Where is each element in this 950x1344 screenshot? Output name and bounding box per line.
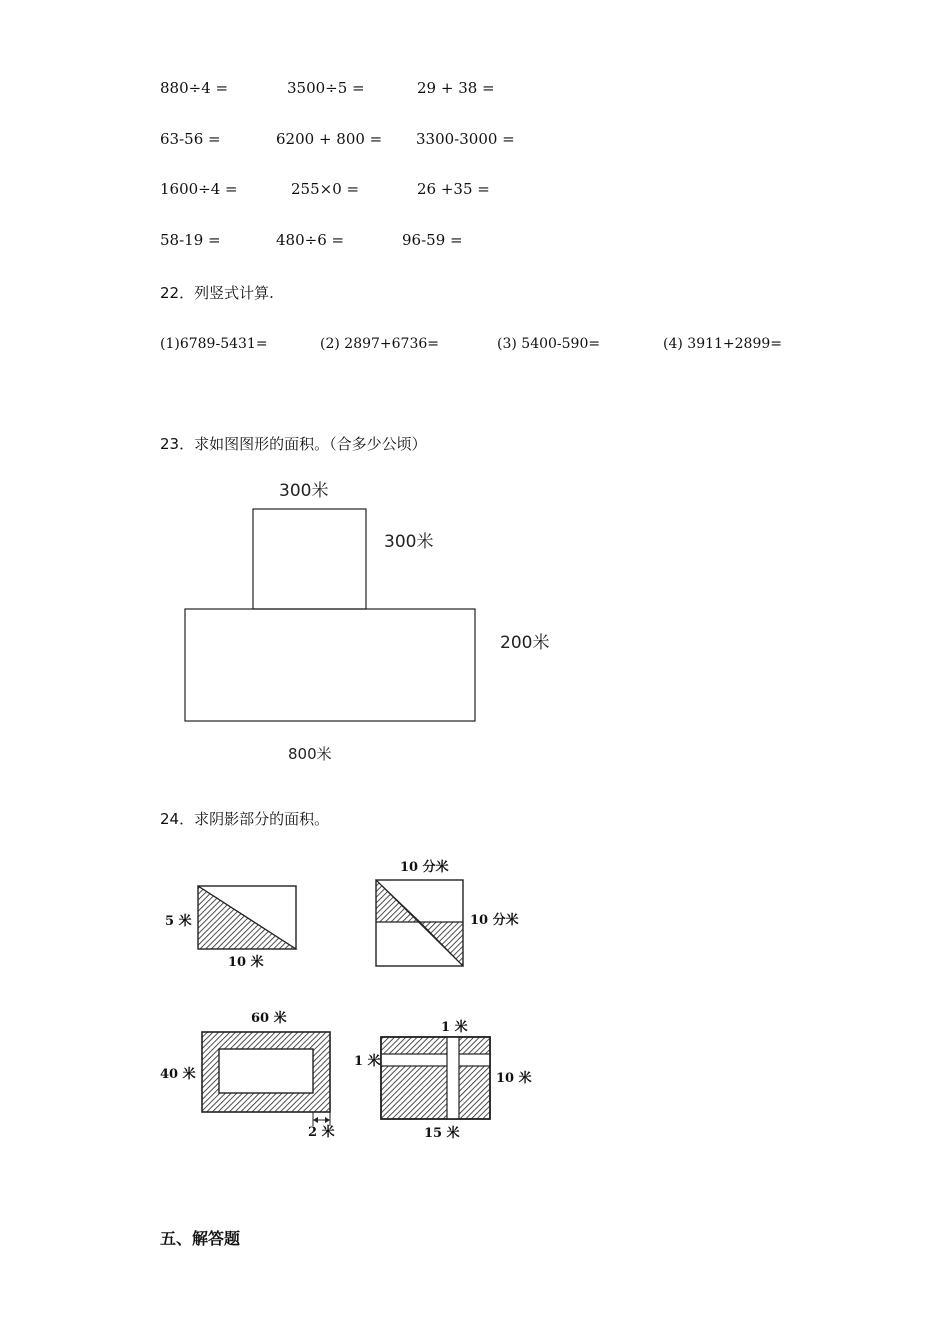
q23-bottom-width-label: 800米 [288,745,332,763]
fig3-dim-arrow-right [325,1117,330,1123]
expr-1-1: 880÷4 = [160,79,229,97]
fig2-shaded-upper [376,880,420,922]
q24-figure-2 [376,880,463,966]
expr-1-2: 3500÷5 = [287,79,365,97]
fig2-diagonal [376,880,463,966]
fig3-bottom-label: 2 米 [308,1125,335,1140]
q23-top-height-label: 300米 [384,532,434,552]
q22-item-2: (2) 2897+6736= [320,336,439,352]
fig2-shaded-lower [420,922,463,966]
fig4-path-cross [448,1055,458,1065]
q23-bottom-rectangle [185,609,475,721]
fig4-horizontal-path [381,1054,490,1066]
fig4-vertical-path [447,1037,459,1119]
fig1-left-label: 5 米 [165,914,192,929]
fig2-square [376,880,463,966]
q24-figure-4 [381,1037,490,1119]
q24-figure-3 [202,1032,330,1126]
fig1-shaded-triangle [198,886,296,949]
expr-3-2: 255×0 = [291,180,360,198]
expr-2-3: 3300-3000 = [416,130,515,148]
fig1-rectangle [198,886,296,949]
fig4-right-label: 10 米 [496,1071,532,1086]
fig4-bottom-label: 15 米 [424,1126,460,1141]
q22-item-3: (3) 5400-590= [497,336,601,352]
fig1-diagonal [198,886,296,949]
fig3-inner-hole [219,1049,313,1093]
expr-1-3: 29 + 38 = [417,79,495,97]
expr-2-2: 6200 + 800 = [276,130,383,148]
q23-top-square [253,509,366,609]
q24-figure-1 [198,886,296,949]
fig3-left-label: 40 米 [160,1067,196,1082]
q24-title: 24．求阴影部分的面积。 [160,810,330,828]
expr-3-3: 26 +35 = [417,180,490,198]
expr-4-3: 96-59 = [402,231,463,249]
expr-4-2: 480÷6 = [276,231,345,249]
fig3-top-label: 60 米 [251,1011,287,1026]
fig2-right-label: 10 分米 [470,913,519,928]
fig1-bottom-label: 10 米 [228,955,264,970]
fig3-dim-arrow-left [313,1117,318,1123]
fig4-outline [381,1037,490,1119]
section-5-heading: 五、解答题 [160,1229,241,1248]
fig4-top-label: 1 米 [441,1020,468,1035]
fig3-outer-frame [202,1032,330,1112]
expr-4-1: 58-19 = [160,231,221,249]
expr-3-1: 1600÷4 = [160,180,238,198]
q22-title: 22．列竖式计算. [160,284,274,302]
fig2-top-label: 10 分米 [400,860,449,875]
q23-bottom-height-label: 200米 [500,633,550,653]
expr-2-1: 63-56 = [160,130,221,148]
fig4-left-label: 1 米 [354,1054,381,1069]
q22-item-1: (1)6789-5431= [160,336,268,352]
q23-title: 23．求如图图形的面积。（合多少公顷） [160,435,427,453]
q23-top-width-label: 300米 [279,481,329,501]
q22-item-4: (4) 3911+2899= [663,336,782,352]
fig4-outer-rect [381,1037,490,1119]
